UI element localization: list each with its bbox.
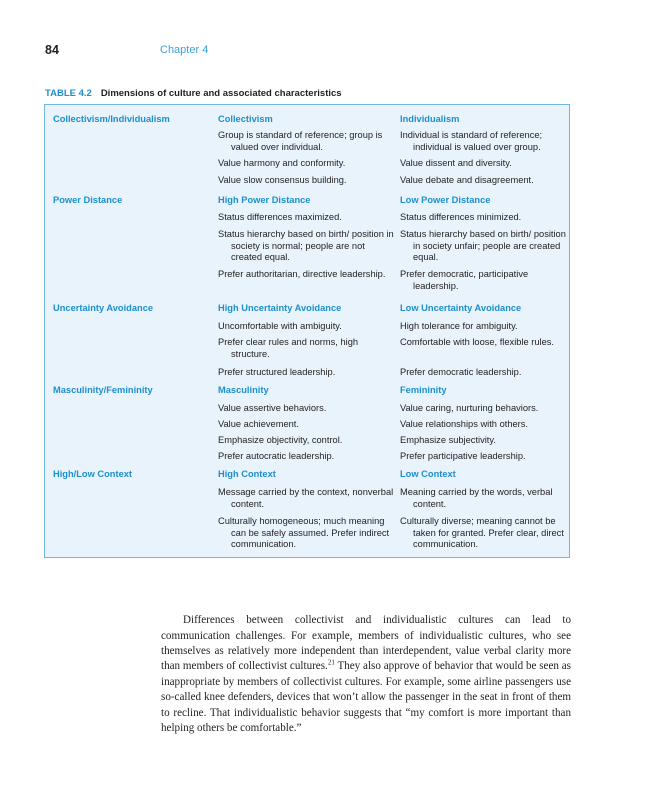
trait-cell: Value relationships with others. <box>400 419 528 429</box>
trait-cell: Prefer democratic, participative leadership. <box>400 269 529 291</box>
paragraph-text: They also approve of behavior that would be seen as inappropriate by members of collectivist cultures. For example, some airline passengers use so-called knee defenders, devices that won’t allow the passenger in the seat in front of them to recline. That individualistic behavior suggests that “my comfort is more important than helping others be comfortable.” <box>161 660 571 734</box>
trait-cell: Status differences minimized. <box>400 212 522 222</box>
column-a-heading: High Uncertainty Avoidance <box>218 303 342 313</box>
trait-cell: Culturally diverse; meaning cannot be taken for granted. Prefer clear, direct communication. <box>400 516 564 550</box>
culture-dimensions-table <box>44 104 570 558</box>
trait-cell: Message carried by the context, nonverbal content. <box>218 487 394 509</box>
trait-cell: Prefer autocratic leadership. <box>218 451 335 461</box>
column-b-heading: Individualism <box>400 114 460 124</box>
trait-cell: Emphasize objectivity, control. <box>218 435 343 445</box>
trait-cell: Status hierarchy based on birth/ position in society is normal; people are not created equal. <box>218 229 394 263</box>
dimension-label: High/Low Context <box>53 469 133 479</box>
trait-cell: Meaning carried by the words, verbal content. <box>400 487 553 509</box>
trait-cell: Prefer democratic leadership. <box>400 367 522 377</box>
trait-cell: Culturally homogeneous; much meaning can be safely assumed. Prefer indirect communication. <box>218 516 390 550</box>
footnote-reference[interactable]: 21 <box>327 658 335 667</box>
trait-cell: Value dissent and diversity. <box>400 158 512 168</box>
trait-cell: Emphasize subjectivity. <box>400 435 496 445</box>
trait-cell: Value debate and disagreement. <box>400 175 534 185</box>
column-a-heading: Collectivism <box>218 114 273 124</box>
table-title: Dimensions of culture and associated characteristics <box>100 88 342 99</box>
column-b-heading: Low Uncertainty Avoidance <box>400 303 522 313</box>
body-paragraph <box>161 613 571 736</box>
trait-cell: Individual is standard of reference; individual is valued over group. <box>400 130 543 152</box>
column-b-heading: Low Context <box>400 469 456 479</box>
trait-cell: Value assertive behaviors. <box>218 403 327 413</box>
trait-cell: Value caring, nurturing behaviors. <box>400 403 539 413</box>
column-b-heading: Femininity <box>400 385 447 395</box>
trait-cell: Value achievement. <box>218 419 299 429</box>
column-b-heading: Low Power Distance <box>400 195 491 205</box>
column-a-heading: Masculinity <box>218 385 269 395</box>
trait-cell: Value harmony and conformity. <box>218 158 346 168</box>
trait-cell: Prefer authoritarian, directive leadership. <box>218 269 386 279</box>
paragraph-text: Differences between collectivist and individualistic cultures can lead to communication challenges. For example, members of individualistic cultures, who see themselves as relatively more independent than interdependent, value verbal clarity more than members of collectivist cultures. <box>161 614 571 673</box>
page-number: 84 <box>45 43 59 57</box>
chapter-label: Chapter 4 <box>160 44 209 56</box>
table-caption <box>45 88 342 99</box>
trait-cell: Prefer structured leadership. <box>218 367 336 377</box>
trait-cell: Uncomfortable with ambiguity. <box>218 321 342 331</box>
dimension-label: Uncertainty Avoidance <box>53 303 154 313</box>
trait-cell: Comfortable with loose, flexible rules. <box>400 337 554 347</box>
trait-cell: Prefer participative leadership. <box>400 451 526 461</box>
trait-cell: Status differences maximized. <box>218 212 342 222</box>
table-number: TABLE 4.2 <box>45 88 92 99</box>
trait-cell: Value slow consensus building. <box>218 175 347 185</box>
trait-cell: Group is standard of reference; group is valued over individual. <box>218 130 383 152</box>
dimension-label: Masculinity/Femininity <box>53 385 153 395</box>
trait-cell: Status hierarchy based on birth/ position in society unfair; people are created equal. <box>400 229 566 263</box>
dimension-label: Power Distance <box>53 195 123 205</box>
trait-cell: Prefer clear rules and norms, high structure. <box>218 337 359 359</box>
column-a-heading: High Power Distance <box>218 195 311 205</box>
dimension-label: Collectivism/Individualism <box>53 114 170 124</box>
column-a-heading: High Context <box>218 469 276 479</box>
trait-cell: High tolerance for ambiguity. <box>400 321 518 331</box>
